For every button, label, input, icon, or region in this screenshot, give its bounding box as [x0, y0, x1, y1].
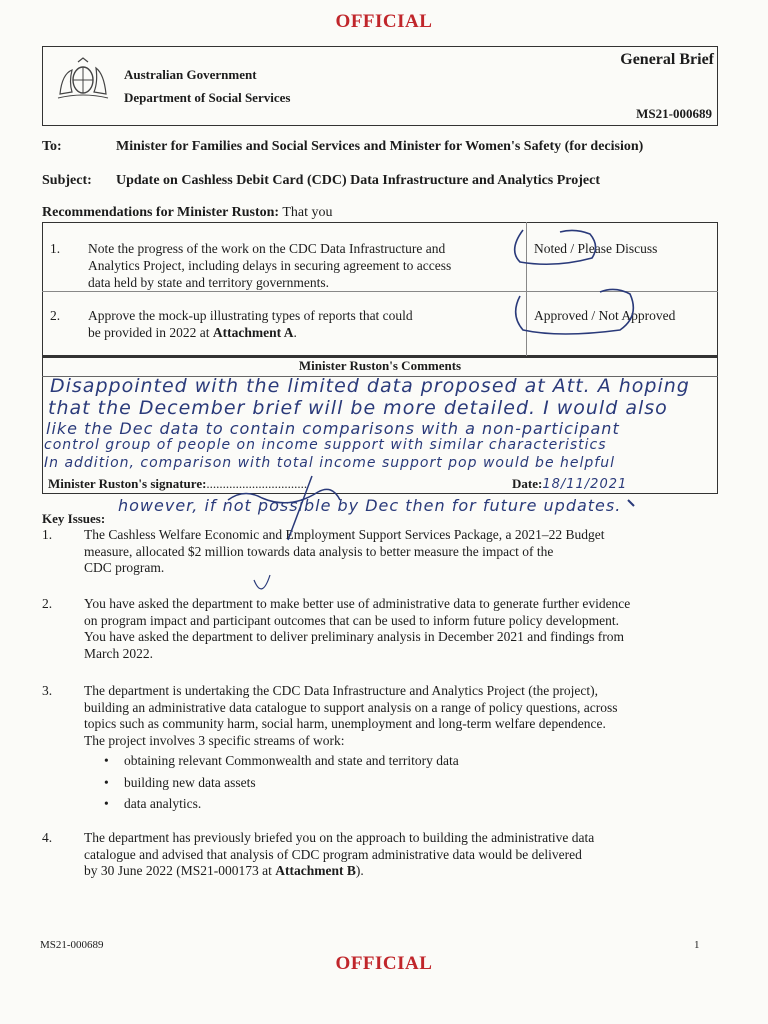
signature-field: Minister Ruston's signature:...............................: [48, 476, 308, 491]
handwritten-comment-continuation: however, if not possible by Dec then for future updates.: [118, 496, 622, 515]
department-name: Department of Social Services: [124, 90, 291, 105]
to-label: To:: [42, 139, 62, 154]
issue-1-number: 1.: [42, 527, 53, 542]
bullet-text: building new data assets: [124, 775, 256, 790]
bullet-text: data analytics.: [124, 796, 202, 811]
issue-3-number: 3.: [42, 683, 53, 698]
comments-heading: Minister Ruston's Comments: [42, 358, 718, 377]
issue-1-text: The Cashless Welfare Economic and Employment Support Services Package, a 2021–22 Budget measure, allocated $2 million towards data analysis to better measure the impact of the CDC program.: [84, 527, 605, 575]
government-name: Australian Government: [124, 67, 257, 82]
issue-4-text: The department has previously briefed you on the approach to building the administrative data catalogue and advised that analysis of CDC program administrative data would be delivered by 30 June 2022 (MS21-000173 at Attachment B).: [84, 830, 595, 878]
key-issues-heading: Key Issues:: [42, 511, 106, 526]
rec-2-text: Approve the mock-up illustrating types of reports that could be provided in 2022 at Attachment A.: [88, 308, 413, 340]
recommendations-heading: Recommendations for Minister Ruston: That you: [42, 205, 333, 220]
issue-2-number: 2.: [42, 596, 53, 611]
rec-1-decision[interactable]: Noted / Please Discuss: [534, 241, 658, 256]
rec-2-number: 2.: [50, 308, 61, 323]
handwritten-comment-line: Disappointed with the limited data proposed at Att. A hoping: [50, 375, 690, 397]
subject-value: Update on Cashless Debit Card (CDC) Data Infrastructure and Analytics Project: [116, 173, 601, 188]
subject-label: Subject:: [42, 173, 92, 188]
bullet-item: •: [104, 753, 109, 768]
page-number: 1: [694, 939, 700, 951]
bullet-item: •: [104, 796, 109, 811]
footer-reference: MS21-000689: [40, 939, 104, 951]
issue-4-number: 4.: [42, 830, 53, 845]
date-field: Date:18/11/2021: [512, 476, 628, 492]
rec-1-number: 1.: [50, 241, 61, 256]
bullet-item: •: [104, 775, 109, 790]
issue-3-text: The department is undertaking the CDC Data Infrastructure and Analytics Project (the project), building an administrative data catalogue to support analysis on a range of policy questions, across topics such as community harm, social harm, unemployment and long-term welfare dependence. The project involves 3 specific streams of work:: [84, 683, 618, 748]
handwritten-comment-line: In addition, comparison with total income support pop would be helpful: [44, 455, 615, 471]
classification-bottom: OFFICIAL: [335, 953, 433, 974]
bullet-text: obtaining relevant Commonwealth and state and territory data: [124, 753, 459, 768]
brief-reference: MS21-000689: [636, 106, 712, 121]
rec-2-decision[interactable]: Approved / Not Approved: [534, 308, 676, 323]
rec-1-text: Note the progress of the work on the CDC Data Infrastructure and Analytics Project, including delays in securing agreement to access data held by state and territory governments.: [88, 241, 452, 290]
brief-type: General Brief: [620, 51, 714, 68]
handwritten-comment-line: like the Dec data to contain comparisons with a non-participant: [46, 419, 620, 438]
handwritten-comment-line: that the December brief will be more detailed. I would also: [48, 397, 668, 419]
to-value: Minister for Families and Social Services and Minister for Women's Safety (for decision): [116, 139, 644, 154]
classification-top: OFFICIAL: [335, 11, 433, 32]
issue-2-text: You have asked the department to make better use of administrative data to generate further evidence on program impact and participant outcomes that can be used to inform future policy development. You have asked the department to deliver preliminary analysis in December 2021 and findings from March 2022.: [84, 596, 631, 661]
handwritten-comment-line: control group of people on income support with similar characteristics: [44, 437, 607, 453]
